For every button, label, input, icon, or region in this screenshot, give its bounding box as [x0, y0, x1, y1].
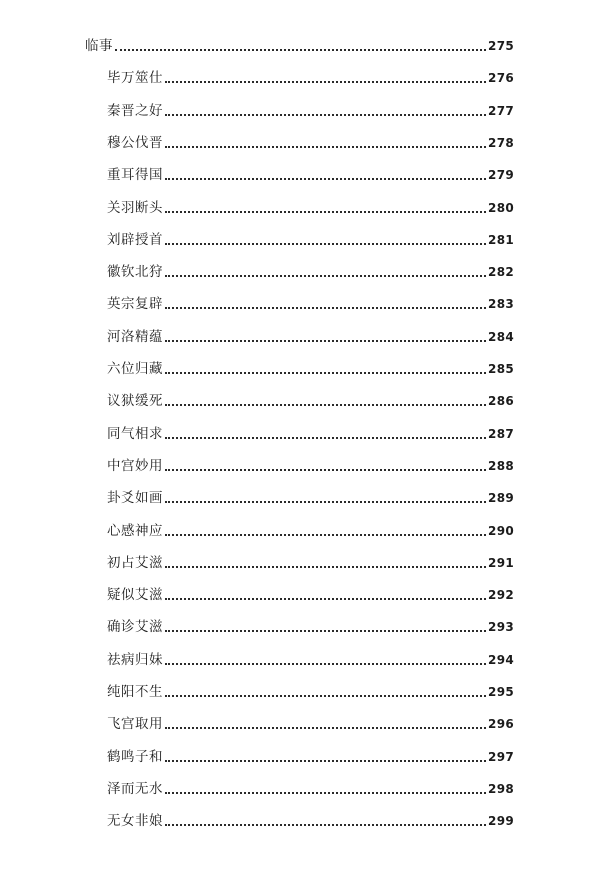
toc-entry-title: 心感神应 — [107, 522, 163, 539]
toc-entry-title: 确诊艾滋 — [107, 619, 163, 636]
toc-dot-leader — [165, 469, 486, 471]
toc-entry-page-number: 298 — [488, 781, 514, 796]
toc-entry-page-number: 281 — [488, 232, 514, 247]
toc-entry-title: 纯阳不生 — [107, 684, 163, 700]
toc-dot-leader — [165, 501, 486, 503]
toc-dot-leader — [165, 211, 486, 213]
toc-dot-leader — [165, 663, 486, 665]
toc-entry-title: 徽钦北狩 — [107, 264, 163, 281]
toc-entry[interactable] — [107, 614, 514, 636]
toc-dot-leader — [165, 630, 486, 632]
toc-entry-page-number: 276 — [488, 71, 514, 86]
toc-entry[interactable] — [107, 453, 514, 475]
toc-entry-page-number: 295 — [488, 685, 514, 699]
toc-entry-page-number: 278 — [488, 135, 514, 150]
toc-entry-page-number: 286 — [488, 394, 514, 409]
toc-entry-title: 卦爻如画 — [107, 490, 163, 507]
toc-entry-page-number: 296 — [488, 717, 514, 732]
toc-entry-title: 临事 — [85, 38, 113, 54]
toc-entry-page-number: 299 — [488, 814, 514, 829]
toc-entry[interactable] — [85, 33, 514, 55]
toc-entry-title: 重耳得国 — [107, 167, 163, 184]
toc-entry-title: 同气相求 — [107, 425, 163, 442]
toc-entry-page-number: 287 — [488, 426, 514, 441]
toc-entry[interactable] — [107, 388, 514, 410]
toc-dot-leader — [165, 114, 486, 116]
toc-entry[interactable] — [107, 291, 514, 313]
toc-entry-page-number: 293 — [488, 620, 514, 635]
toc-dot-leader — [165, 178, 486, 180]
toc-dot-leader — [165, 340, 486, 342]
toc-dot-leader — [165, 566, 486, 568]
toc-dot-leader — [165, 760, 486, 762]
toc-entry[interactable] — [107, 776, 514, 798]
toc-entry-page-number: 288 — [488, 458, 514, 473]
toc-entry-title: 英宗复辟 — [107, 296, 163, 313]
toc-entry[interactable] — [107, 259, 514, 281]
toc-entry-page-number: 289 — [488, 491, 514, 506]
toc-entry-page-number: 292 — [488, 588, 514, 603]
toc-dot-leader — [165, 146, 486, 148]
toc-dot-leader — [165, 792, 486, 794]
toc-entry-title: 鹤鸣子和 — [107, 748, 163, 765]
toc-dot-leader — [165, 243, 486, 245]
toc-entry-page-number: 282 — [488, 265, 514, 280]
toc-entry[interactable] — [107, 744, 514, 766]
toc-dot-leader — [165, 598, 486, 600]
toc-entry-title: 关羽断头 — [107, 199, 163, 216]
toc-dot-leader — [165, 404, 486, 406]
toc-dot-leader — [165, 81, 486, 83]
toc-dot-leader — [165, 437, 486, 439]
toc-dot-leader — [165, 372, 486, 374]
toc-dot-leader — [165, 695, 486, 697]
toc-entry-title: 初占艾滋 — [107, 554, 163, 571]
toc-entry[interactable] — [107, 130, 514, 152]
toc-entry-page-number: 279 — [488, 168, 514, 183]
toc-entry-title: 祛病归妹 — [107, 651, 163, 668]
toc-entry[interactable] — [107, 808, 514, 830]
toc-entry-page-number: 290 — [488, 523, 514, 538]
toc-entry-title: 河洛精蕴 — [107, 328, 163, 345]
toc-entry-page-number: 297 — [488, 749, 514, 764]
toc-entry[interactable] — [107, 421, 514, 443]
toc-entry-title: 无女非娘 — [107, 813, 163, 830]
toc-entry-title: 疑似艾滋 — [107, 587, 163, 604]
toc-entry-title: 中宫妙用 — [107, 457, 163, 474]
toc-entry[interactable] — [107, 324, 514, 346]
toc-entry[interactable] — [107, 485, 514, 507]
toc-entry-title: 秦晋之好 — [107, 102, 163, 119]
toc-entry-page-number: 291 — [488, 555, 514, 570]
toc-dot-leader — [165, 727, 486, 729]
toc-entry-page-number: 275 — [488, 39, 514, 53]
toc-dot-leader — [165, 534, 486, 536]
toc-entry-title: 穆公伐晋 — [107, 134, 163, 151]
toc-entry[interactable] — [107, 711, 514, 733]
toc-entry[interactable] — [107, 679, 514, 701]
toc-entry-title: 毕万筮仕 — [107, 70, 163, 87]
toc-entry[interactable] — [107, 98, 514, 120]
toc-entry-page-number: 283 — [488, 297, 514, 312]
toc-entry-page-number: 294 — [488, 652, 514, 667]
toc-entry[interactable] — [107, 162, 514, 184]
toc-entry[interactable] — [107, 227, 514, 249]
toc-entry-title: 泽而无水 — [107, 780, 163, 797]
toc-entry[interactable] — [107, 356, 514, 378]
toc-dot-leader — [165, 824, 486, 826]
toc-entry-title: 刘辟授首 — [107, 231, 163, 248]
toc-entry[interactable] — [107, 550, 514, 572]
toc-dot-leader — [165, 275, 486, 277]
toc-dot-leader — [115, 49, 486, 51]
toc-entry[interactable] — [107, 518, 514, 540]
toc-entry-page-number: 277 — [488, 103, 514, 118]
toc-entry-page-number: 284 — [488, 329, 514, 344]
toc-entry[interactable] — [107, 647, 514, 669]
toc-entry[interactable] — [107, 582, 514, 604]
toc-entry-title: 六位归藏 — [107, 361, 163, 377]
toc-dot-leader — [165, 307, 486, 309]
toc-entry-page-number: 285 — [488, 362, 514, 376]
toc-entry-title: 议狱缓死 — [107, 393, 163, 410]
toc-entry[interactable] — [107, 195, 514, 217]
toc-entry-title: 飞宫取用 — [107, 716, 163, 733]
toc-entry[interactable] — [107, 65, 514, 87]
toc-entry-page-number: 280 — [488, 200, 514, 215]
